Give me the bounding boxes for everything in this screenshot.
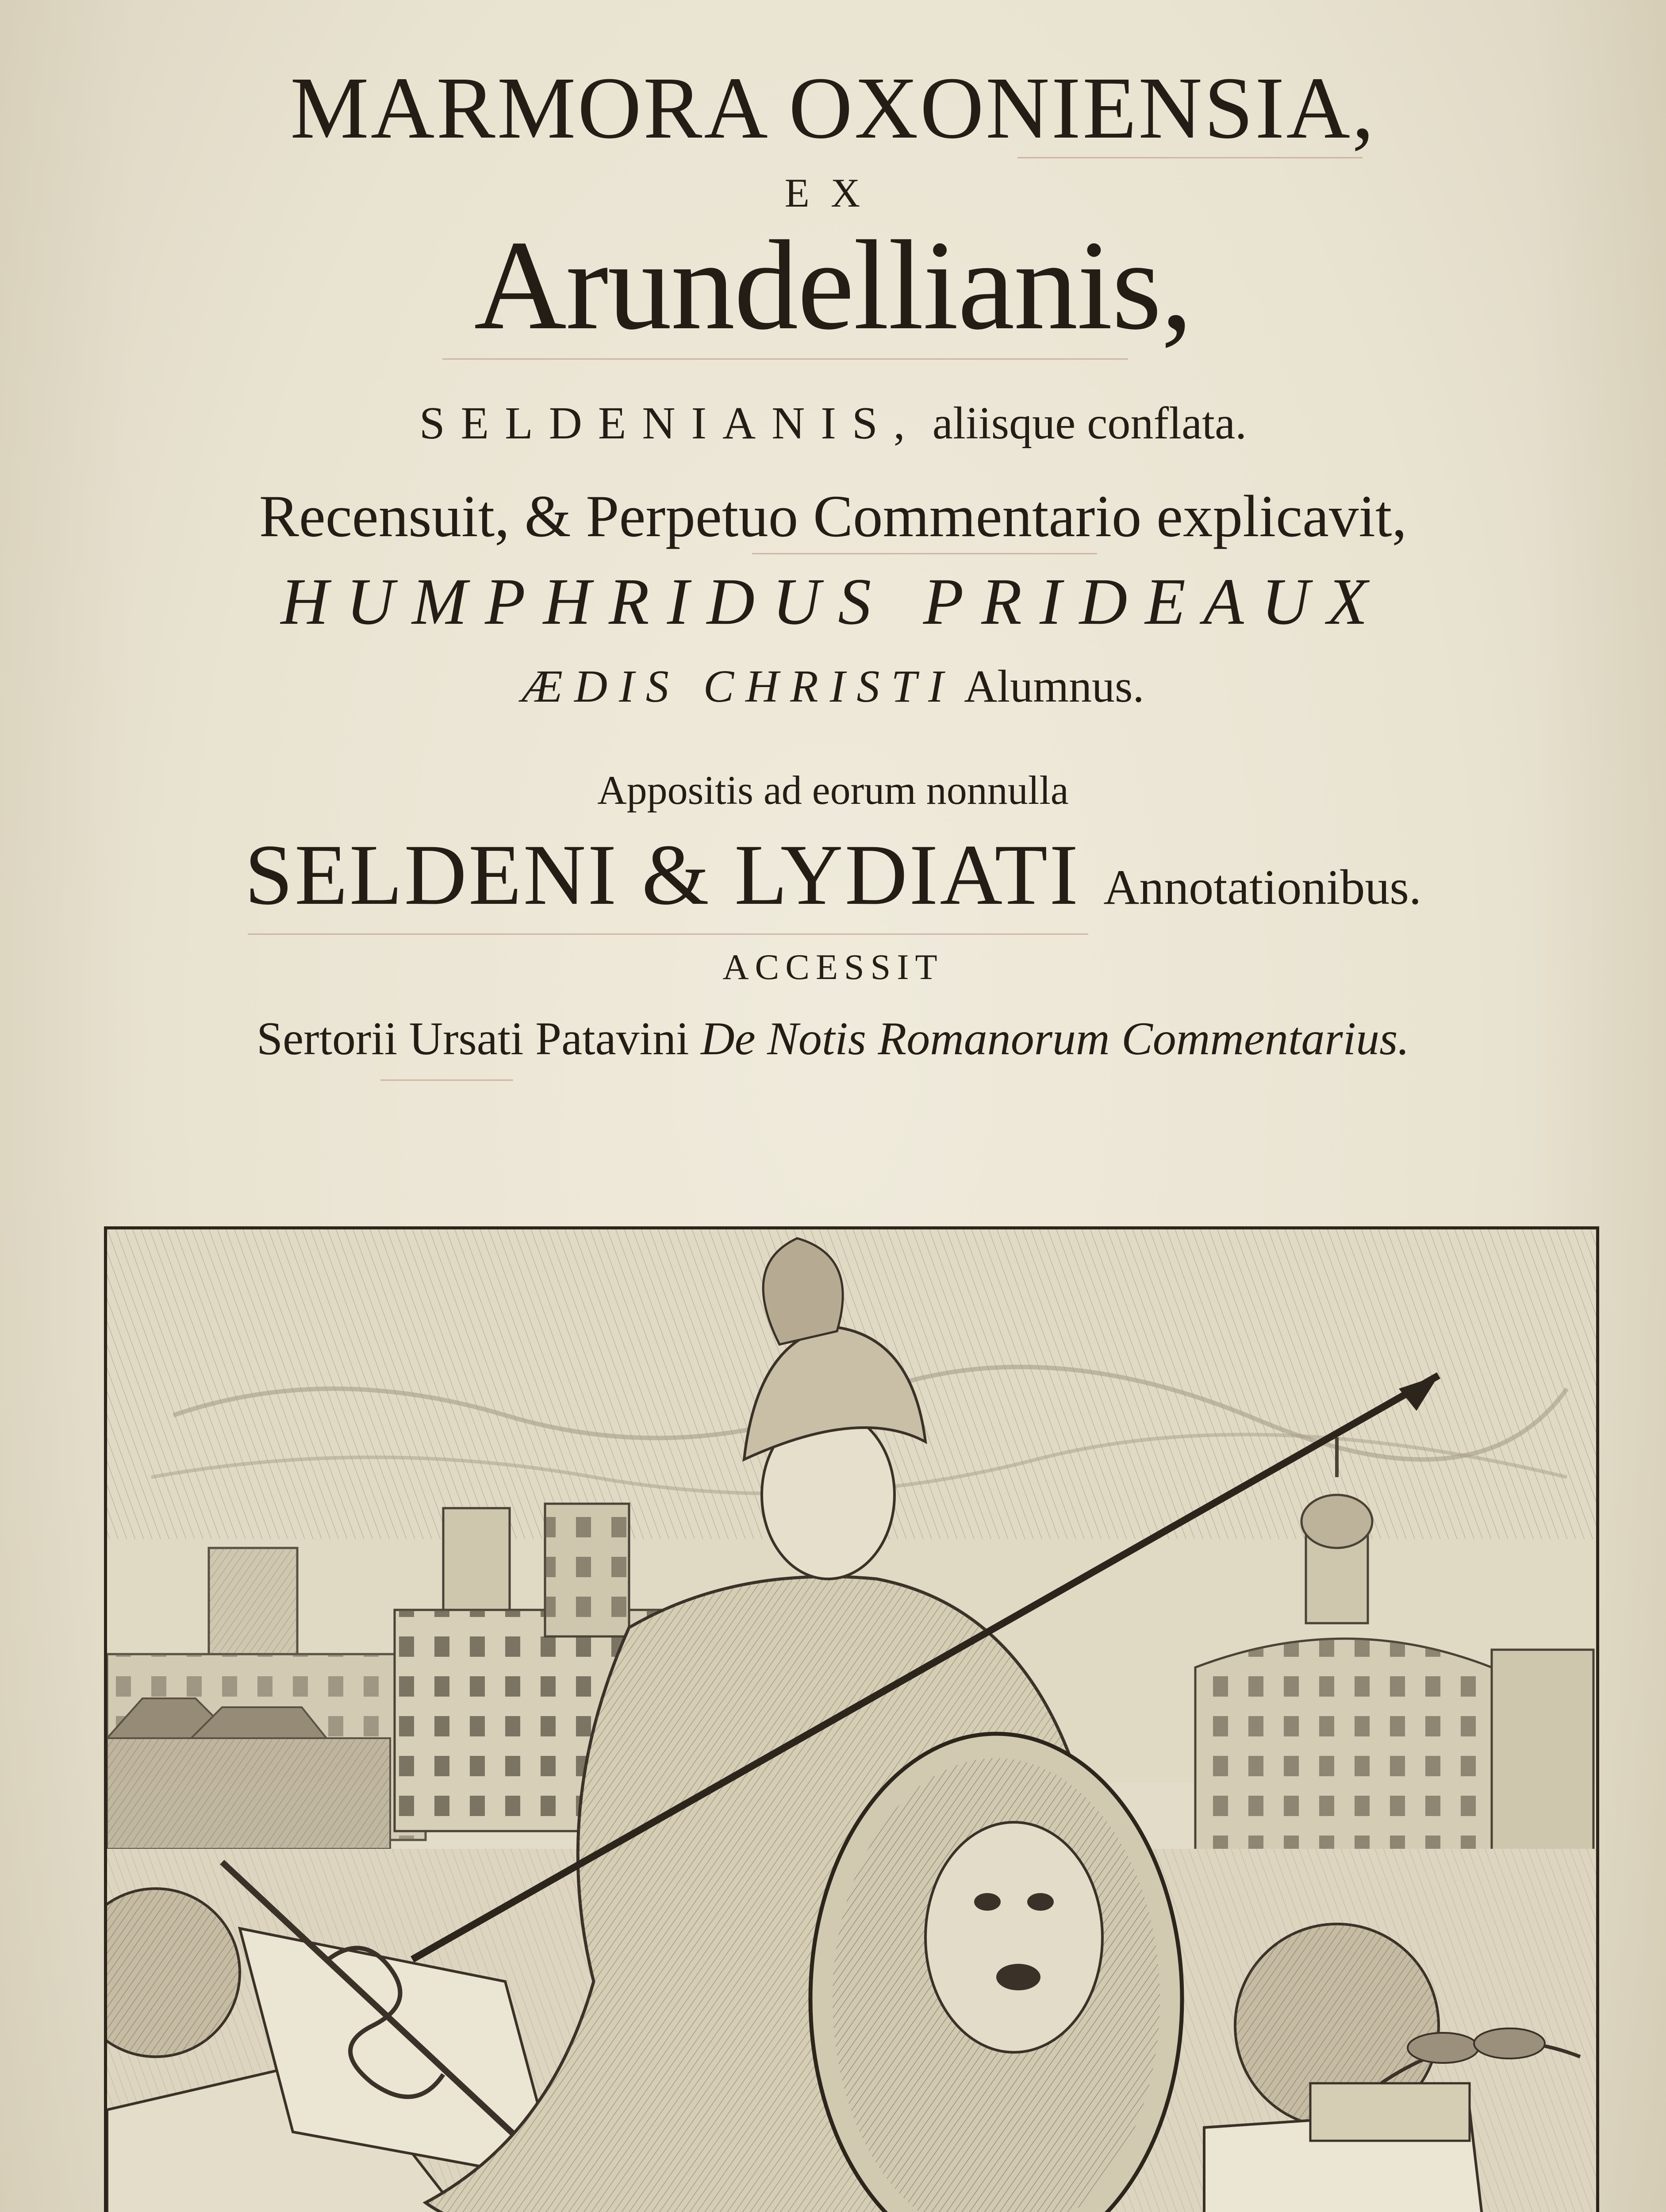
seldeni-line <box>0 827 1666 923</box>
author-line <box>0 565 1666 638</box>
main-title-text: MARMORA OXONIENSIA, <box>290 59 1376 157</box>
aliisque-text: aliisque conflata. <box>932 398 1247 449</box>
main-title <box>0 59 1666 157</box>
arundellianis-line <box>0 214 1666 356</box>
recensuit-line <box>0 484 1666 549</box>
underline-mark <box>1017 157 1363 158</box>
sertorii-line <box>0 1015 1666 1062</box>
arundellianis-text: Arundellianis, <box>474 214 1192 356</box>
underline-mark <box>248 933 1088 935</box>
aedis-line <box>0 661 1666 712</box>
accessit-text: ACCESSIT <box>722 947 944 987</box>
ex-line <box>0 170 1666 215</box>
sertorii-text: Sertorii Ursati Patavini <box>257 1013 689 1064</box>
accessit-line <box>0 949 1666 985</box>
frontispiece-engraving <box>104 1226 1599 2212</box>
minerva-with-spear-and-shield-icon <box>107 1229 1596 2212</box>
ex-text: EX <box>784 170 882 215</box>
seldeni-lydiati-text: SELDENI & LYDIATI <box>245 827 1080 923</box>
underline-mark <box>752 553 1097 554</box>
aedis-christi-text: ÆDIS CHRISTI <box>522 661 955 712</box>
annotationibus-text: Annotationibus. <box>1103 860 1421 915</box>
underline-mark <box>380 1079 513 1081</box>
recensuit-text: Recensuit, & Perpetuo Commentario explicavit, <box>259 484 1407 549</box>
alumnus-text: Alumnus. <box>964 661 1144 712</box>
appositis-text: Appositis ad eorum nonnulla <box>597 768 1069 813</box>
seldenianis-text: SELDENIANIS, <box>419 398 921 449</box>
underline-mark <box>442 358 1128 360</box>
author-name: HUMPHRIDUS PRIDEAUX <box>280 565 1386 638</box>
seldenianis-line <box>0 398 1666 449</box>
appositis-line <box>0 768 1666 813</box>
de-notis-text: De Notis Romanorum Commentarius. <box>701 1013 1409 1064</box>
